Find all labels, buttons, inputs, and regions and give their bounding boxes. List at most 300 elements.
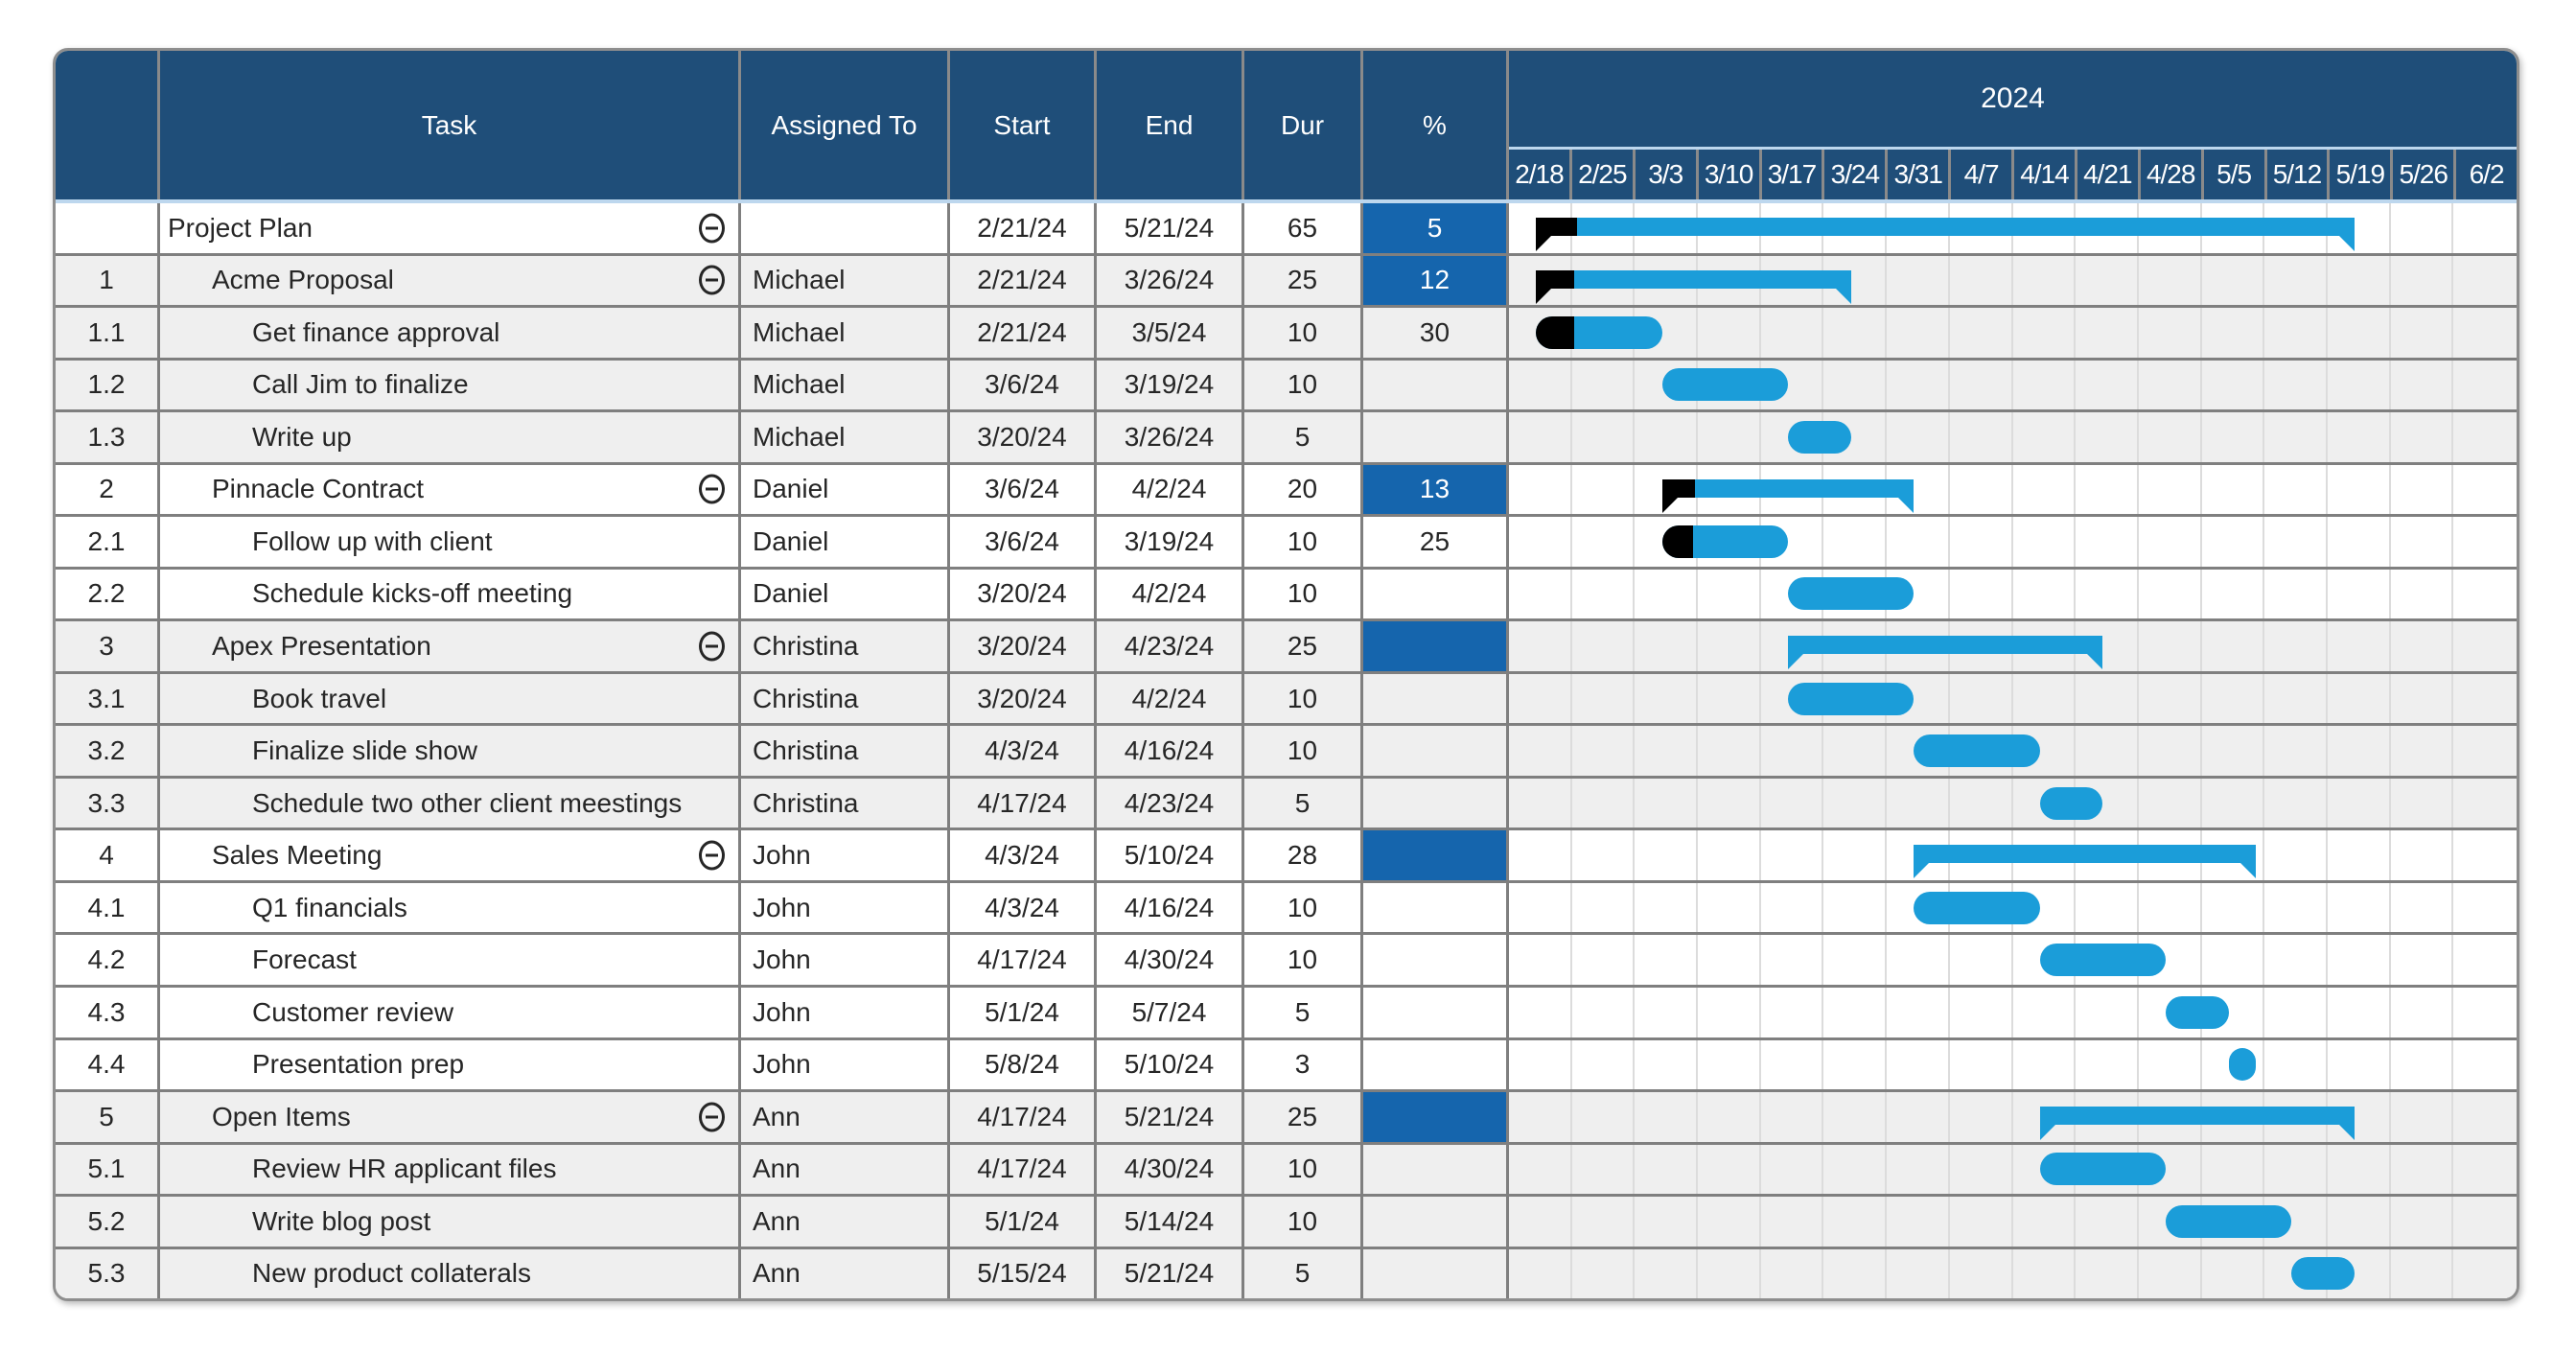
dur-cell: 10 <box>1244 1197 1363 1247</box>
week-gridline <box>1950 517 2013 567</box>
week-gridline <box>2328 779 2391 828</box>
week-gridline <box>1635 830 1698 880</box>
week-gridline <box>1698 883 1761 933</box>
week-gridline <box>1572 726 1636 776</box>
week-gridline <box>2139 883 2202 933</box>
week-gridline <box>2202 935 2265 985</box>
task-row[interactable] <box>56 830 2517 883</box>
summary-right-fang-icon <box>1836 289 1851 304</box>
start-cell: 3/6/24 <box>950 517 1097 567</box>
summary-right-fang-icon <box>2240 863 2256 878</box>
task-bar[interactable] <box>2040 1153 2166 1185</box>
week-gridline <box>2264 1040 2328 1090</box>
dur-cell: 5 <box>1244 1249 1363 1299</box>
percent-cell <box>1363 1092 1509 1142</box>
week-label: 3/10 <box>1699 150 1762 199</box>
week-gridline <box>1887 1040 1950 1090</box>
gantt-table <box>53 48 2519 1301</box>
week-gridline <box>2139 726 2202 776</box>
week-gridline <box>1823 1092 1887 1142</box>
summary-bar-body <box>1536 270 1850 289</box>
week-gridline <box>2139 256 2202 306</box>
week-gridline <box>2264 779 2328 828</box>
task-row[interactable] <box>56 935 2517 988</box>
start-cell: 5/8/24 <box>950 1040 1097 1090</box>
week-gridline <box>2264 726 2328 776</box>
start-cell: 3/6/24 <box>950 465 1097 515</box>
week-gridline <box>1950 674 2013 724</box>
end-cell: 4/30/24 <box>1097 935 1244 985</box>
task-rows <box>56 203 2517 1298</box>
task-row[interactable] <box>56 988 2517 1040</box>
week-gridline <box>2013 570 2077 619</box>
assigned-cell: John <box>741 988 950 1037</box>
end-cell: 5/21/24 <box>1097 1092 1244 1142</box>
start-cell: 4/17/24 <box>950 1145 1097 1195</box>
week-gridline <box>2391 1092 2454 1142</box>
week-gridline <box>2453 465 2517 515</box>
task-row[interactable] <box>56 256 2517 309</box>
week-gridline <box>1823 1249 1887 1299</box>
assigned-cell: John <box>741 830 950 880</box>
task-name: Review HR applicant files <box>252 1154 557 1184</box>
header-percent: % <box>1363 51 1509 199</box>
task-name-cell <box>160 1040 741 1090</box>
task-row[interactable] <box>56 621 2517 674</box>
progress-fill <box>1536 316 1573 349</box>
week-gridline <box>2453 674 2517 724</box>
task-number: 5.1 <box>56 1145 160 1195</box>
task-name-cell <box>160 883 741 933</box>
week-gridline <box>2328 361 2391 410</box>
task-row[interactable] <box>56 517 2517 570</box>
summary-bar[interactable] <box>2040 1107 2355 1142</box>
week-gridline <box>1572 988 1636 1037</box>
timeline-cell <box>1509 1145 2517 1195</box>
week-gridline <box>1509 361 1572 410</box>
task-number: 5 <box>56 1092 160 1142</box>
task-name-cell <box>160 203 741 253</box>
progress-fill <box>1536 270 1573 289</box>
week-gridline <box>1572 517 1636 567</box>
task-number: 5.3 <box>56 1249 160 1299</box>
week-gridline <box>2391 517 2454 567</box>
task-row[interactable] <box>56 203 2517 256</box>
week-gridline <box>2391 256 2454 306</box>
header-assigned-to: Assigned To <box>741 51 950 199</box>
task-name-cell <box>160 256 741 306</box>
week-gridline <box>2076 674 2139 724</box>
task-name-cell <box>160 570 741 619</box>
week-gridline <box>2453 988 2517 1037</box>
week-gridline <box>1823 883 1887 933</box>
task-name-cell <box>160 361 741 410</box>
week-gridline <box>2076 883 2139 933</box>
task-number <box>56 203 160 253</box>
task-bar[interactable] <box>1662 368 1788 401</box>
week-gridline <box>1887 361 1950 410</box>
task-bar[interactable] <box>1788 683 1914 715</box>
week-gridline <box>2202 256 2265 306</box>
week-gridline <box>1509 465 1572 515</box>
percent-cell <box>1363 412 1509 462</box>
task-bar[interactable] <box>2040 787 2103 820</box>
week-gridline <box>2139 621 2202 671</box>
task-row[interactable] <box>56 1249 2517 1299</box>
week-gridline <box>1572 361 1636 410</box>
end-cell: 4/2/24 <box>1097 465 1244 515</box>
week-gridline <box>2264 621 2328 671</box>
week-gridline <box>1887 412 1950 462</box>
start-cell: 4/17/24 <box>950 779 1097 828</box>
assigned-cell: Ann <box>741 1197 950 1247</box>
week-gridline <box>2391 465 2454 515</box>
percent-cell <box>1363 1145 1509 1195</box>
week-gridline <box>2202 726 2265 776</box>
task-bar[interactable] <box>2291 1257 2355 1290</box>
week-gridline <box>2264 517 2328 567</box>
week-label: 3/3 <box>1636 150 1699 199</box>
task-bar[interactable] <box>1788 421 1851 454</box>
task-name: Schedule kicks-off meeting <box>252 578 573 609</box>
dur-cell: 28 <box>1244 830 1363 880</box>
week-gridline <box>2391 203 2454 253</box>
week-gridline <box>2391 1249 2454 1299</box>
week-gridline <box>1698 988 1761 1037</box>
week-label: 5/26 <box>2393 150 2456 199</box>
week-gridline <box>2076 1040 2139 1090</box>
assigned-cell: Christina <box>741 674 950 724</box>
dur-cell: 5 <box>1244 412 1363 462</box>
week-gridline <box>1761 726 1824 776</box>
week-gridline <box>1887 308 1950 358</box>
timeline-cell <box>1509 726 2517 776</box>
task-number: 2.2 <box>56 570 160 619</box>
week-gridline <box>2264 674 2328 724</box>
task-name-cell <box>160 1197 741 1247</box>
task-name: Book travel <box>252 683 387 713</box>
task-name: Q1 financials <box>252 892 407 922</box>
dur-cell: 10 <box>1244 361 1363 410</box>
percent-cell <box>1363 1197 1509 1247</box>
dur-cell: 5 <box>1244 988 1363 1037</box>
week-gridline <box>1698 1040 1761 1090</box>
task-bar[interactable] <box>1536 316 1661 349</box>
week-gridline <box>2076 1197 2139 1247</box>
week-gridline <box>1950 412 2013 462</box>
week-gridline <box>1887 1145 1950 1195</box>
assigned-cell: Ann <box>741 1249 950 1299</box>
timeline-cell <box>1509 674 2517 724</box>
task-row[interactable] <box>56 1197 2517 1249</box>
week-gridline <box>2076 988 2139 1037</box>
task-row[interactable] <box>56 883 2517 936</box>
week-gridline <box>2264 830 2328 880</box>
week-gridline <box>2202 674 2265 724</box>
week-gridline <box>2202 779 2265 828</box>
task-bar[interactable] <box>1914 734 2039 767</box>
week-gridline <box>2202 570 2265 619</box>
end-cell: 3/19/24 <box>1097 361 1244 410</box>
week-gridline <box>1887 779 1950 828</box>
summary-bar-body <box>2040 1107 2355 1125</box>
header-dur: Dur <box>1244 51 1363 199</box>
summary-bar[interactable] <box>1662 479 1915 515</box>
week-gridline <box>2391 674 2454 724</box>
week-gridline <box>2202 465 2265 515</box>
end-cell: 5/21/24 <box>1097 203 1244 253</box>
assigned-cell: Daniel <box>741 517 950 567</box>
week-gridline <box>1761 935 1824 985</box>
week-gridline <box>2076 412 2139 462</box>
task-name: Sales Meeting <box>212 840 383 871</box>
summary-bar[interactable] <box>1536 218 2355 253</box>
week-gridline <box>1761 1145 1824 1195</box>
week-gridline <box>2264 412 2328 462</box>
week-gridline <box>2202 1145 2265 1195</box>
assigned-cell <box>741 203 950 253</box>
timeline-cell <box>1509 203 2517 253</box>
task-bar[interactable] <box>1914 892 2039 924</box>
week-gridline <box>2328 674 2391 724</box>
start-cell: 5/1/24 <box>950 1197 1097 1247</box>
task-row[interactable] <box>56 308 2517 361</box>
percent-cell <box>1363 830 1509 880</box>
week-gridline <box>1698 726 1761 776</box>
task-row[interactable] <box>56 1145 2517 1198</box>
task-name: Follow up with client <box>252 525 493 556</box>
week-gridline <box>2328 830 2391 880</box>
task-bar[interactable] <box>2229 1048 2256 1081</box>
summary-bar[interactable] <box>1788 636 2102 671</box>
progress-fill <box>1536 218 1577 236</box>
week-gridline <box>2264 883 2328 933</box>
week-gridline <box>2453 1092 2517 1142</box>
week-gridline <box>2202 517 2265 567</box>
week-gridline <box>2328 1040 2391 1090</box>
week-gridline <box>2264 988 2328 1037</box>
summary-right-fang-icon <box>2087 654 2102 669</box>
week-gridline <box>1635 726 1698 776</box>
task-row[interactable] <box>56 779 2517 831</box>
task-name-cell <box>160 935 741 985</box>
week-gridline <box>1509 621 1572 671</box>
week-gridline <box>1887 1092 1950 1142</box>
summary-bar[interactable] <box>1536 270 1850 306</box>
dur-cell: 10 <box>1244 935 1363 985</box>
week-gridline <box>2391 726 2454 776</box>
week-gridline <box>1823 779 1887 828</box>
task-row[interactable] <box>56 570 2517 622</box>
task-name: New product collaterals <box>252 1258 532 1289</box>
week-gridline <box>2453 308 2517 358</box>
percent-cell <box>1363 935 1509 985</box>
summary-bar-body <box>1788 636 2102 654</box>
week-gridline <box>1761 308 1824 358</box>
task-bar[interactable] <box>2166 1205 2291 1238</box>
task-name-cell <box>160 308 741 358</box>
week-label: 3/17 <box>1762 150 1825 199</box>
week-gridline <box>1572 1249 1636 1299</box>
week-gridline <box>2013 361 2077 410</box>
week-label: 5/5 <box>2204 150 2267 199</box>
assigned-cell: Christina <box>741 779 950 828</box>
percent-cell: 30 <box>1363 308 1509 358</box>
task-number: 1.2 <box>56 361 160 410</box>
end-cell: 3/19/24 <box>1097 517 1244 567</box>
assigned-cell: Ann <box>741 1145 950 1195</box>
percent-cell: 25 <box>1363 517 1509 567</box>
header-row-number <box>56 51 160 199</box>
task-row[interactable] <box>56 1040 2517 1093</box>
week-gridline <box>2453 621 2517 671</box>
summary-bar-body <box>1914 845 2256 863</box>
week-gridline <box>2453 779 2517 828</box>
week-gridline <box>1635 1092 1698 1142</box>
week-gridline <box>1823 988 1887 1037</box>
task-number: 1 <box>56 256 160 306</box>
task-name-cell <box>160 988 741 1037</box>
week-label: 4/21 <box>2077 150 2141 199</box>
task-name: Customer review <box>252 996 454 1027</box>
assigned-cell: John <box>741 883 950 933</box>
end-cell: 5/10/24 <box>1097 830 1244 880</box>
week-gridline <box>2013 256 2077 306</box>
timeline-cell <box>1509 570 2517 619</box>
week-gridline <box>2076 726 2139 776</box>
week-gridline <box>1698 570 1761 619</box>
week-gridline <box>2453 256 2517 306</box>
task-row[interactable] <box>56 674 2517 727</box>
week-gridline <box>2139 570 2202 619</box>
task-name: Get finance approval <box>252 316 500 347</box>
week-gridline <box>1761 1249 1824 1299</box>
week-label: 5/12 <box>2267 150 2331 199</box>
assigned-cell: Michael <box>741 412 950 462</box>
collapse-button[interactable] <box>699 475 725 504</box>
week-gridline <box>1950 465 2013 515</box>
start-cell: 4/3/24 <box>950 830 1097 880</box>
week-gridline <box>2328 517 2391 567</box>
week-gridline <box>2076 1249 2139 1299</box>
task-row[interactable] <box>56 465 2517 518</box>
week-gridline <box>2139 517 2202 567</box>
start-cell: 3/20/24 <box>950 674 1097 724</box>
week-gridline <box>2139 465 2202 515</box>
week-gridline <box>1761 779 1824 828</box>
week-gridline <box>1950 988 2013 1037</box>
header-task: Task <box>160 51 741 199</box>
week-gridline <box>1698 779 1761 828</box>
summary-bar[interactable] <box>1914 845 2256 880</box>
task-name-cell <box>160 412 741 462</box>
task-name: Call Jim to finalize <box>252 369 469 400</box>
week-gridline <box>2013 1197 2077 1247</box>
timeline-cell <box>1509 1092 2517 1142</box>
task-row[interactable] <box>56 361 2517 413</box>
dur-cell: 3 <box>1244 1040 1363 1090</box>
task-row[interactable] <box>56 1092 2517 1145</box>
task-name: Pinnacle Contract <box>212 474 425 504</box>
end-cell: 3/5/24 <box>1097 308 1244 358</box>
week-gridline <box>1572 621 1636 671</box>
task-bar[interactable] <box>2166 996 2229 1029</box>
task-bar[interactable] <box>1662 525 1788 558</box>
collapse-button[interactable] <box>699 1102 725 1131</box>
week-gridline <box>1509 779 1572 828</box>
table-header <box>56 51 2517 199</box>
task-bar[interactable] <box>2040 944 2166 976</box>
task-name: Open Items <box>212 1101 351 1131</box>
week-gridline <box>2453 935 2517 985</box>
task-number: 2.1 <box>56 517 160 567</box>
week-gridline <box>1572 883 1636 933</box>
timeline-cell <box>1509 779 2517 828</box>
week-gridline <box>1509 726 1572 776</box>
progress-fill <box>1662 479 1695 498</box>
week-gridline <box>1761 1092 1824 1142</box>
timeline-header <box>1509 51 2517 199</box>
week-gridline <box>1823 1145 1887 1195</box>
task-name: Schedule two other client meestings <box>252 787 683 818</box>
week-gridline <box>1761 1197 1824 1247</box>
timeline-cell <box>1509 621 2517 671</box>
week-gridline <box>2328 256 2391 306</box>
week-gridline <box>1572 1092 1636 1142</box>
week-gridline <box>1698 1145 1761 1195</box>
week-gridline <box>1635 674 1698 724</box>
task-name-cell <box>160 779 741 828</box>
week-gridline <box>2453 1249 2517 1299</box>
timeline-cell <box>1509 883 2517 933</box>
week-gridline <box>1635 1145 1698 1195</box>
summary-bar-body <box>1536 218 2355 236</box>
assigned-cell: Daniel <box>741 570 950 619</box>
week-gridline <box>2391 779 2454 828</box>
percent-cell <box>1363 883 1509 933</box>
week-gridline <box>2453 883 2517 933</box>
week-gridline <box>2391 308 2454 358</box>
start-cell: 3/20/24 <box>950 570 1097 619</box>
task-name-cell <box>160 1249 741 1299</box>
week-gridline <box>1635 1197 1698 1247</box>
week-gridline <box>2013 674 2077 724</box>
week-gridline <box>2391 621 2454 671</box>
percent-cell: 12 <box>1363 256 1509 306</box>
task-row[interactable] <box>56 412 2517 465</box>
week-gridline <box>2453 570 2517 619</box>
task-number: 3.3 <box>56 779 160 828</box>
collapse-button[interactable] <box>699 841 725 871</box>
task-name-cell <box>160 621 741 671</box>
week-gridline <box>2328 1145 2391 1195</box>
dur-cell: 65 <box>1244 203 1363 253</box>
task-row[interactable] <box>56 726 2517 779</box>
collapse-button[interactable] <box>699 266 725 295</box>
collapse-button[interactable] <box>699 213 725 243</box>
week-gridline <box>2013 412 2077 462</box>
week-label: 6/2 <box>2469 159 2504 189</box>
week-gridline <box>1823 1040 1887 1090</box>
timeline-cell <box>1509 830 2517 880</box>
end-cell: 5/14/24 <box>1097 1197 1244 1247</box>
task-bar[interactable] <box>1788 577 1914 610</box>
collapse-button[interactable] <box>699 632 725 662</box>
week-gridline <box>1572 465 1636 515</box>
assigned-cell: John <box>741 935 950 985</box>
week-gridline <box>2013 517 2077 567</box>
minus-circle-icon <box>706 226 718 229</box>
